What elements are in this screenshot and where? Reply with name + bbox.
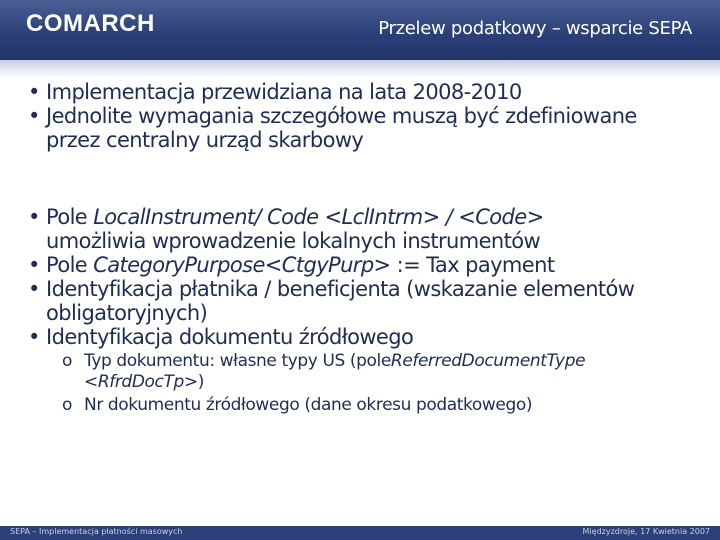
field-name: CategoryPurpose<CtgyPurp> <box>93 253 391 277</box>
subbullet-document-type <box>28 351 720 393</box>
subbullet-text-cont: ) <box>197 372 204 392</box>
bullet-text-cont: obligatoryjnych) <box>46 301 208 325</box>
bullet-text: Pole <box>46 253 94 277</box>
slide-content <box>28 80 720 416</box>
subbullet-text: Typ dokumentu: własne typy US (pole <box>84 351 391 371</box>
bullet-text: Identyfikacja dokumentu źródłowego <box>46 325 414 349</box>
footer-left-text: SEPA – Implementacja płatności masowych <box>10 527 183 536</box>
field-tag: <RfrdDocTp> <box>84 372 198 392</box>
bullet-text: Implementacja przewidziana na lata 2008-2010 <box>46 80 522 104</box>
comarch-logo: COMARCH <box>26 10 155 37</box>
header-bar <box>0 0 720 60</box>
bullet-requirements <box>28 104 720 152</box>
slide-title: Przelew podatkowy – wsparcie SEPA <box>378 18 692 39</box>
bullet-text-cont: przez centralny urząd skarbowy <box>46 128 364 152</box>
bullet-text: Identyfikacja płatnika / beneficjenta (wskazanie elementów <box>46 277 635 301</box>
subbullet-marker: o <box>62 395 73 415</box>
bullet-implementation <box>28 80 720 104</box>
header-gradient <box>0 60 720 78</box>
footer-right-text: Międzyzdroje, 17 Kwietnia 2007 <box>582 527 710 536</box>
subbullet-text: Nr dokumentu źródłowego (dane okresu podatkowego) <box>84 395 533 415</box>
bullet-source-document <box>28 325 720 349</box>
field-value: := Tax payment <box>390 253 555 277</box>
bullet-payer-identification <box>28 277 720 325</box>
bullet-text: Pole <box>46 205 94 229</box>
bullet-text: Jednolite wymagania szczegółowe muszą być zdefiniowane <box>46 104 637 128</box>
bullet-category-purpose <box>28 253 720 277</box>
field-name: ReferredDocumentType <box>390 351 586 371</box>
bullet-text-cont: umożliwia wprowadzenie lokalnych instrumentów <box>46 229 541 253</box>
field-name: LocalInstrument/ Code <LclIntrm> / <Code> <box>93 205 544 229</box>
subbullet-document-number <box>28 395 720 416</box>
subbullet-marker: o <box>62 351 73 371</box>
footer-bar <box>0 526 720 540</box>
bullet-local-instrument <box>28 205 720 253</box>
